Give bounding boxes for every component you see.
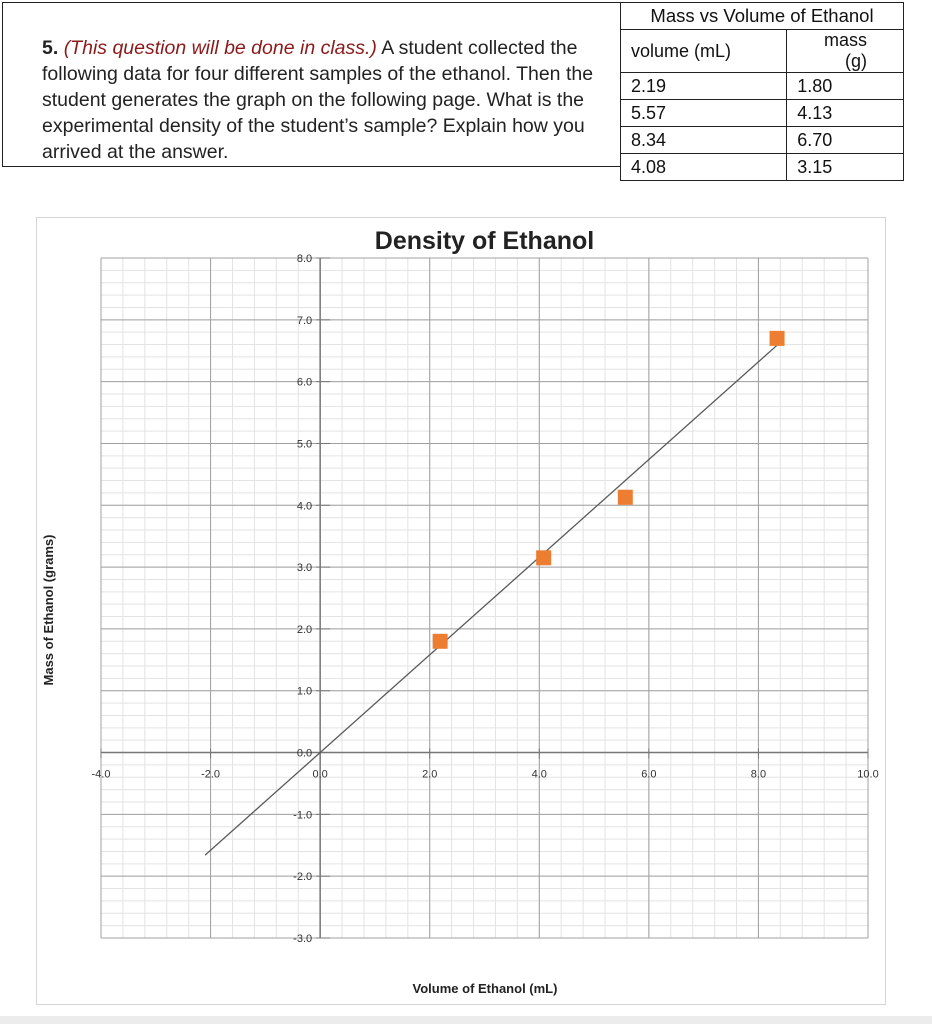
cell-volume: 5.57 bbox=[621, 100, 787, 127]
data-point bbox=[770, 331, 785, 346]
y-tick-label: 7.0 bbox=[296, 314, 313, 327]
table-row bbox=[621, 73, 904, 100]
data-point bbox=[433, 634, 448, 649]
question-line-2: following data for four different samples of the ethanol. Then the bbox=[42, 63, 594, 85]
x-tick-label: 4.0 bbox=[531, 768, 547, 781]
y-tick-label: 4.0 bbox=[296, 500, 313, 513]
x-tick-label: 10.0 bbox=[857, 768, 879, 781]
density-chart bbox=[37, 218, 887, 1006]
y-tick-label: 2.0 bbox=[296, 623, 313, 636]
y-tick-label: -3.0 bbox=[293, 933, 313, 945]
x-tick-label: 0.0 bbox=[312, 768, 328, 781]
y-tick-label: 1.0 bbox=[296, 685, 313, 698]
data-point bbox=[536, 550, 551, 565]
chart-title: Density of Ethanol bbox=[374, 227, 595, 255]
question-text bbox=[42, 35, 622, 165]
cell-mass: 4.13 bbox=[787, 100, 904, 127]
x-tick-label: 6.0 bbox=[641, 768, 657, 781]
y-axis-label: Mass of Ethanol (grams) bbox=[41, 534, 56, 686]
x-tick-label: -4.0 bbox=[91, 768, 111, 781]
cell-volume: 2.19 bbox=[621, 73, 787, 100]
question-note: (This question will be done in class.) bbox=[63, 37, 377, 59]
cell-mass: 6.70 bbox=[787, 127, 904, 154]
question-number: 5. bbox=[42, 37, 59, 59]
x-tick-label: 2.0 bbox=[422, 768, 438, 781]
y-tick-label: -2.0 bbox=[293, 871, 313, 884]
table-title-row bbox=[621, 3, 904, 30]
cell-volume: 4.08 bbox=[621, 154, 787, 181]
page-bottom-edge bbox=[0, 1016, 932, 1024]
header-volume: volume (mL) bbox=[621, 30, 787, 73]
y-tick-label: 3.0 bbox=[296, 562, 313, 575]
x-tick-label: -2.0 bbox=[201, 768, 221, 781]
table-row bbox=[621, 154, 904, 181]
cell-mass: 1.80 bbox=[787, 73, 904, 100]
x-tick-label: 8.0 bbox=[750, 768, 767, 781]
table-header-row bbox=[621, 30, 904, 73]
y-tick-label: 6.0 bbox=[296, 376, 313, 389]
header-mass: mass (g) bbox=[787, 30, 904, 73]
y-tick-label: -1.0 bbox=[293, 809, 313, 822]
cell-volume: 8.34 bbox=[621, 127, 787, 154]
question-line-1: A student collected the bbox=[381, 37, 578, 59]
y-tick-label: 5.0 bbox=[296, 438, 313, 451]
table-row bbox=[621, 127, 904, 154]
trendline bbox=[205, 342, 780, 855]
data-point bbox=[618, 490, 633, 505]
chart-card bbox=[36, 217, 886, 1005]
question-line-3: student generates the graph on the following page. What is the bbox=[42, 89, 585, 111]
y-tick-label: 0.0 bbox=[296, 747, 313, 760]
question-line-5: arrived at the answer. bbox=[42, 141, 229, 163]
y-tick-label: 8.0 bbox=[296, 253, 313, 265]
question-line-4: experimental density of the student’s sample? Explain how you bbox=[42, 115, 585, 137]
data-table bbox=[620, 2, 904, 181]
cell-mass: 3.15 bbox=[787, 154, 904, 181]
table-title: Mass vs Volume of Ethanol bbox=[621, 3, 904, 30]
table-row bbox=[621, 100, 904, 127]
x-axis-label: Volume of Ethanol (mL) bbox=[412, 981, 558, 996]
